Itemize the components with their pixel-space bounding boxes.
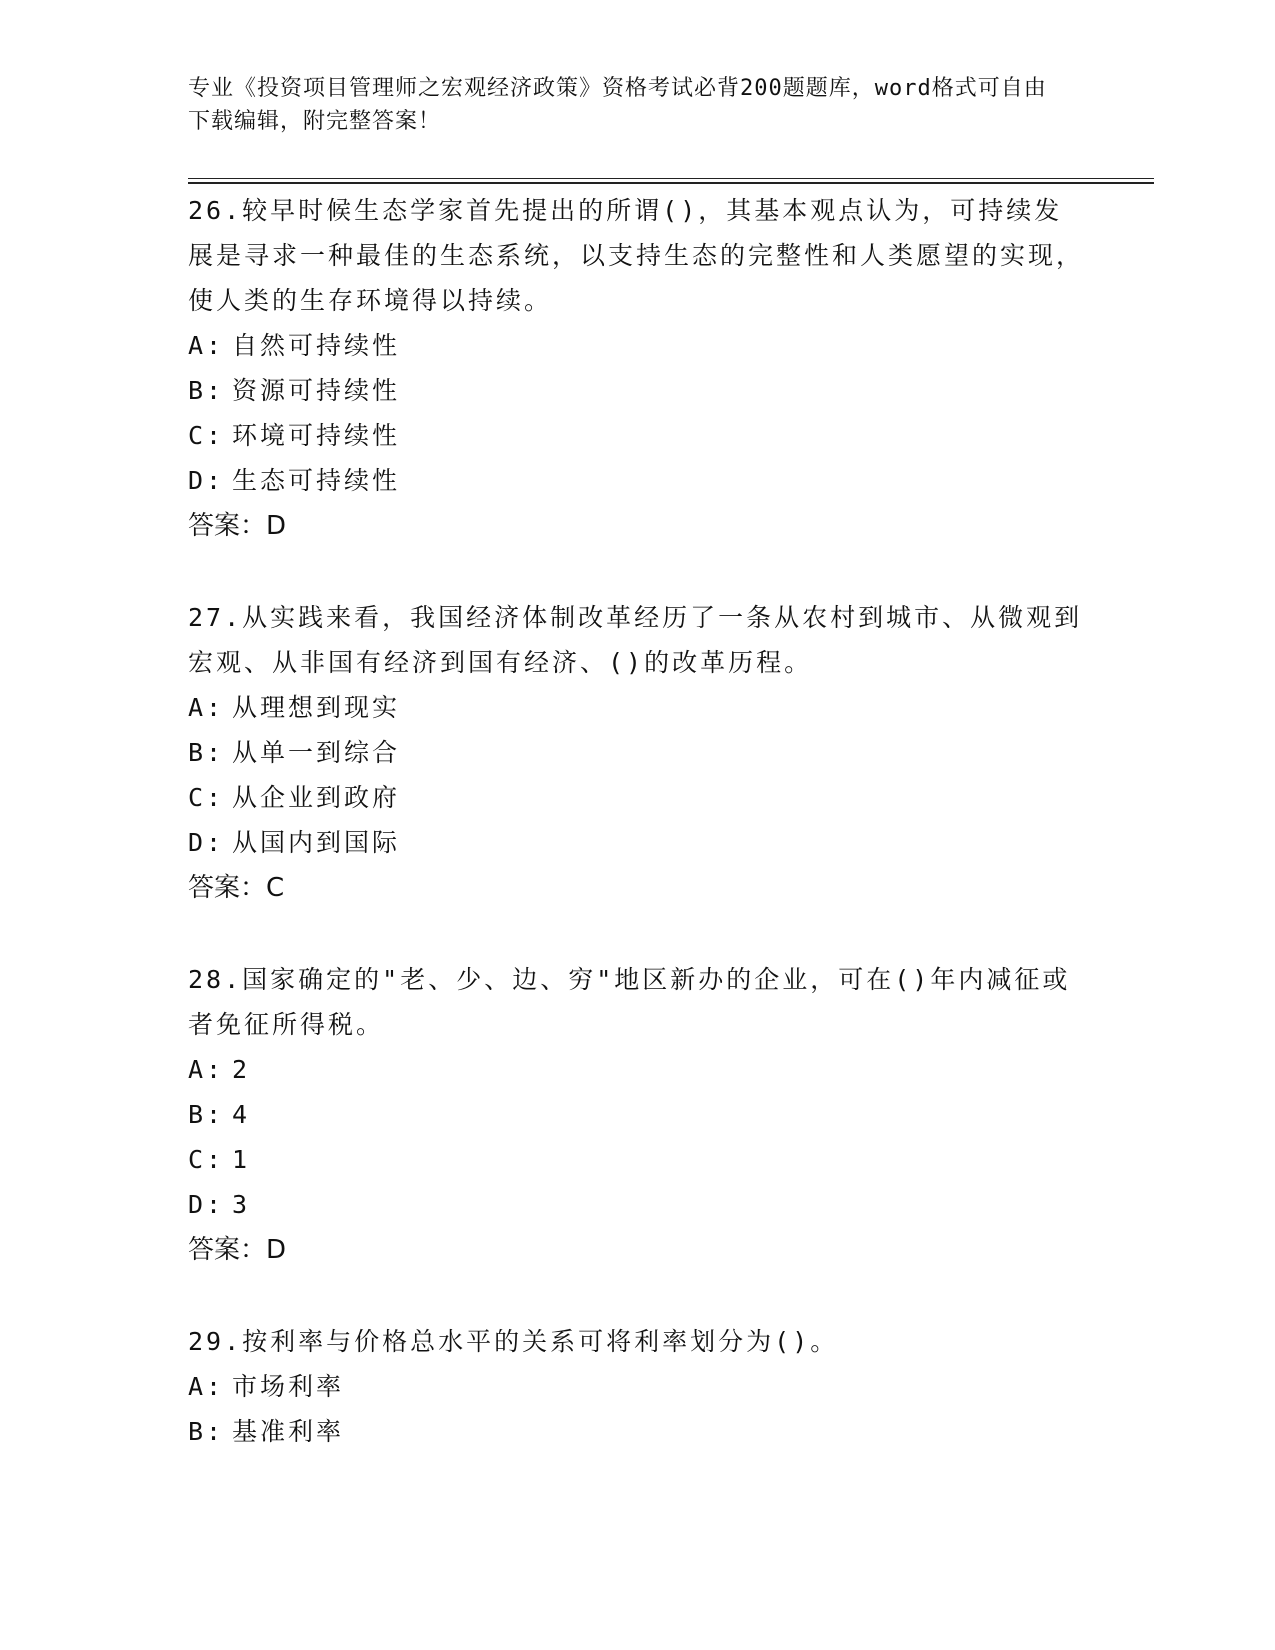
option-c — [188, 1137, 1088, 1182]
option-c — [188, 775, 1088, 820]
option-b — [188, 368, 1088, 413]
option-key: B: — [188, 376, 225, 405]
option-key: D: — [188, 466, 225, 495]
option-text: 生态可持续性 — [232, 466, 401, 495]
option-a — [188, 1364, 1088, 1409]
option-text: 4 — [232, 1100, 251, 1129]
answer-line: 答案：D — [188, 1235, 287, 1265]
option-key: A: — [188, 1055, 225, 1084]
option-d — [188, 458, 1088, 503]
option-text: 资源可持续性 — [232, 376, 401, 405]
option-key: C: — [188, 783, 225, 812]
option-key: B: — [188, 738, 225, 767]
option-text: 市场利率 — [232, 1372, 345, 1401]
question-26 — [188, 188, 1088, 549]
question-stem: 26.较早时候生态学家首先提出的所谓()，其基本观点认为，可持续发展是寻求一种最佳的生态系统，以支持生态的完整性和人类愿望的实现，使人类的生存环境得以持续。 — [188, 196, 1085, 315]
option-text: 从理想到现实 — [232, 693, 401, 722]
option-a — [188, 323, 1088, 368]
option-key: C: — [188, 421, 225, 450]
option-key: C: — [188, 1145, 225, 1174]
option-text: 环境可持续性 — [232, 421, 401, 450]
option-key: D: — [188, 828, 225, 857]
question-27 — [188, 595, 1088, 911]
option-text: 从国内到国际 — [232, 828, 401, 857]
option-a — [188, 685, 1088, 730]
option-b — [188, 730, 1088, 775]
answer-line: 答案：C — [188, 873, 285, 903]
question-stem: 29.按利率与价格总水平的关系可将利率划分为()。 — [188, 1327, 839, 1356]
option-key: A: — [188, 693, 225, 722]
option-text: 从企业到政府 — [232, 783, 401, 812]
option-text: 自然可持续性 — [232, 331, 401, 360]
question-list — [188, 188, 1088, 1500]
option-key: B: — [188, 1100, 225, 1129]
option-list — [188, 685, 1088, 865]
option-text: 1 — [232, 1145, 251, 1174]
header-divider — [188, 178, 1154, 184]
option-c — [188, 413, 1088, 458]
option-text: 从单一到综合 — [232, 738, 401, 767]
option-b — [188, 1409, 1088, 1454]
option-key: B: — [188, 1417, 225, 1446]
option-text: 2 — [232, 1055, 251, 1084]
option-list — [188, 1047, 1088, 1227]
document-header: 专业《投资项目管理师之宏观经济政策》资格考试必背200题题库，word格式可自由下载编辑，附完整答案！ — [188, 76, 1047, 134]
option-d — [188, 820, 1088, 865]
question-stem: 28.国家确定的"老、少、边、穷"地区新办的企业，可在()年内减征或者免征所得税。 — [188, 965, 1071, 1039]
answer-line: 答案：D — [188, 511, 287, 541]
question-stem: 27.从实践来看，我国经济体制改革经历了一条从农村到城市、从微观到宏观、从非国有经济到国有经济、()的改革历程。 — [188, 603, 1083, 677]
option-key: A: — [188, 1372, 225, 1401]
option-d — [188, 1182, 1088, 1227]
option-key: A: — [188, 331, 225, 360]
option-list — [188, 1364, 1088, 1454]
question-28 — [188, 957, 1088, 1273]
option-key: D: — [188, 1190, 225, 1219]
option-text: 3 — [232, 1190, 251, 1219]
option-b — [188, 1092, 1088, 1137]
option-a — [188, 1047, 1088, 1092]
option-text: 基准利率 — [232, 1417, 345, 1446]
option-list — [188, 323, 1088, 503]
question-29 — [188, 1319, 1088, 1454]
